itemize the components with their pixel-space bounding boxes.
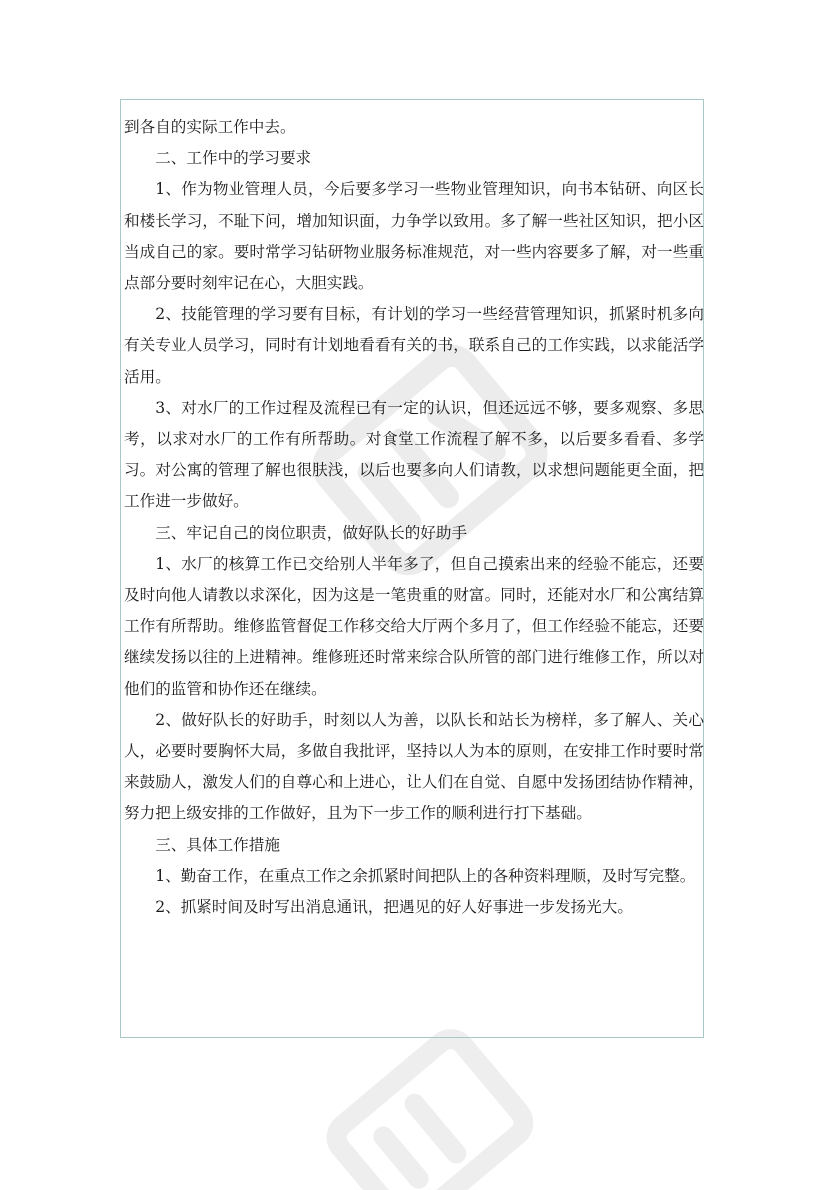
paragraph-item: 2、抓紧时间及时写出消息通讯，把遇见的好人好事进一步发扬光大。 [155, 898, 633, 917]
paragraph-item: 2、做好队长的好助手，时刻以人为善，以队长和站长为榜样，多了解人、关心人，必要时要胸怀大局，多做自我批评，坚持以人为本的原则，在安排工作时要时常来鼓励人，激发人们的自尊心和上进心，让人们在自觉、自愿中发扬团结协作精神，努力把上级安排的工作做好，且为下一步工作的顺利进行打下基础。 [124, 710, 704, 823]
paragraph-item: 1、勤奋工作，在重点工作之余抓紧时间把队上的各种资料理顺，及时写完整。 [155, 866, 696, 885]
content-frame [120, 99, 704, 1038]
paragraph-item: 3、对水厂的工作过程及流程已有一定的认识，但还远远不够，要多观察、多思考，以求对水厂的工作有所帮助。对食堂工作流程了解不多，以后要多看看、多学习。对公寓的管理了解也很肤浅，以后也要多向人们请教，以求想问题能更全面，把工作进一步做好。 [124, 398, 704, 511]
paragraph-continuation: 到各自的实际工作中去。 [124, 118, 296, 136]
paragraph-item: 1、水厂的核算工作已交给别人半年多了，但自己摸索出来的经验不能忘，还要及时向他人请教以求深化，因为这是一笔贵重的财富。同时，还能对水厂和公寓结算工作有所帮助。维修监管督促工作移交给大厅两个多月了，但工作经验不能忘，还要继续发扬以往的上进精神。维修班还时常来综合队所管的部门进行维修工作，所以对他们的监管和协作还在继续。 [124, 554, 704, 698]
section-heading-job-duties: 三、牢记自己的岗位职责，做好队长的好助手 [155, 523, 468, 542]
document-body [121, 112, 705, 923]
paragraph-item: 1、作为物业管理人员，今后要多学习一些物业管理知识，向书本钻研、向区长和楼长学习，不耻下问，增加知识面，力争学以致用。多了解一些社区知识，把小区当成自己的家。要时常学习钻研物业服务标准规范，对一些内容要多了解，对一些重点部分要时刻牢记在心，大胆实践。 [124, 180, 704, 293]
section-heading-measures: 三、具体工作措施 [155, 835, 280, 854]
section-heading-learning-requirements: 二、工作中的学习要求 [155, 149, 312, 168]
paragraph-item: 2、技能管理的学习要有目标，有计划的学习一些经营管理知识，抓紧时机多向有关专业人员学习，同时有计划地看看有关的书，联系自己的工作实践，以求能活学活用。 [124, 305, 704, 386]
